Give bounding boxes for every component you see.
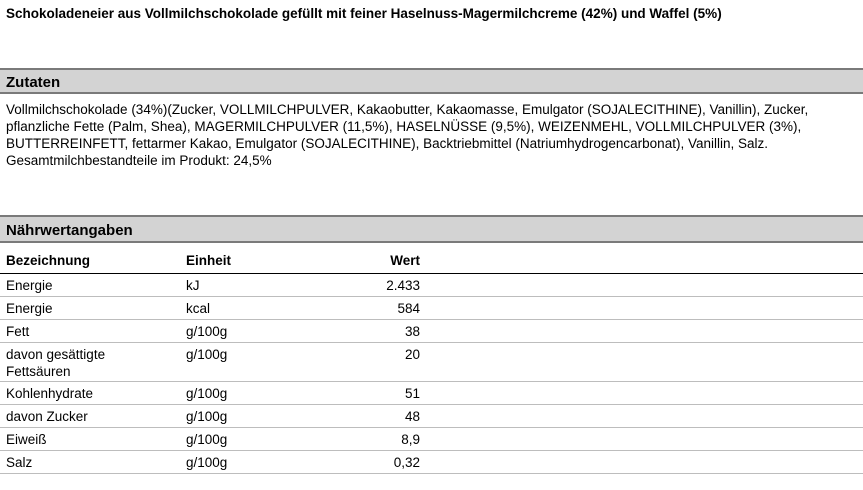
table-row <box>0 320 863 343</box>
nutrient-value: 2.433 <box>386 278 420 293</box>
ingredients-text: Vollmilchschokolade (34%)(Zucker, VOLLMILCHPULVER, Kakaobutter, Kakaomasse, Emulgator (SOJALECITHINE), Vanillin), Zucker, pflanzliche Fette (Palm, Shea), MAGERMILCHPULVER (11,5%), HASELNÜSSE (9,5%), WEIZENMEHL, VOLLMILCHPULVER (3%), BUTTERREINFETT, fettarmer Kakao, Emulgator (SOJALECITHINE), Backtriebmittel (Natriumhydrogencarbonat), Vanillin, Salz. <box>6 102 809 151</box>
nutrition-table-header <box>0 248 863 274</box>
nutrition-section-header <box>0 215 863 243</box>
nutrient-name: davon Zucker <box>6 409 88 424</box>
ingredients-heading: Zutaten <box>6 74 61 91</box>
table-row <box>0 382 863 405</box>
ingredients-section-header <box>0 68 863 94</box>
nutrient-unit: g/100g <box>186 347 228 362</box>
product-title: Schokoladeneier aus Vollmilchschokolade gefüllt mit feiner Haselnuss-Magermilchcreme (42%) und Waffel (5%) <box>6 6 722 21</box>
table-row <box>0 297 863 320</box>
table-row <box>0 343 863 382</box>
nutrient-unit: g/100g <box>186 409 228 424</box>
nutrient-name: Kohlenhydrate <box>6 386 94 401</box>
nutrient-unit: g/100g <box>186 455 228 470</box>
nutrient-value: 48 <box>404 409 420 424</box>
ingredients-list <box>6 101 861 169</box>
table-row <box>0 405 863 428</box>
nutrient-name: Energie <box>6 278 53 293</box>
nutrient-value: 51 <box>404 386 420 401</box>
nutrient-unit: g/100g <box>186 386 228 401</box>
table-row <box>0 451 863 474</box>
column-header-name: Bezeichnung <box>6 253 91 268</box>
table-row <box>0 428 863 451</box>
nutrient-unit: g/100g <box>186 432 228 447</box>
nutrient-name: Eiweiß <box>6 432 47 447</box>
column-header-value: Wert <box>390 253 420 268</box>
nutrient-name: davon gesättigte Fettsäuren <box>6 347 106 379</box>
table-row <box>0 274 863 297</box>
nutrient-value: 38 <box>404 324 420 339</box>
nutrient-unit: kcal <box>186 301 211 316</box>
nutrition-heading: Nährwertangaben <box>6 222 133 239</box>
nutrient-name: Salz <box>6 455 33 470</box>
nutrition-table <box>0 248 863 474</box>
nutrient-unit: kJ <box>186 278 200 293</box>
nutrient-value: 8,9 <box>401 432 420 447</box>
column-header-unit: Einheit <box>186 253 232 268</box>
nutrient-name: Fett <box>6 324 30 339</box>
nutrient-value: 584 <box>397 301 420 316</box>
nutrient-name: Energie <box>6 301 53 316</box>
nutrient-unit: g/100g <box>186 324 228 339</box>
nutrient-value: 0,32 <box>393 455 420 470</box>
nutrient-value: 20 <box>404 347 420 362</box>
milk-content-note: Gesamtmilchbestandteile im Produkt: 24,5% <box>6 153 272 168</box>
